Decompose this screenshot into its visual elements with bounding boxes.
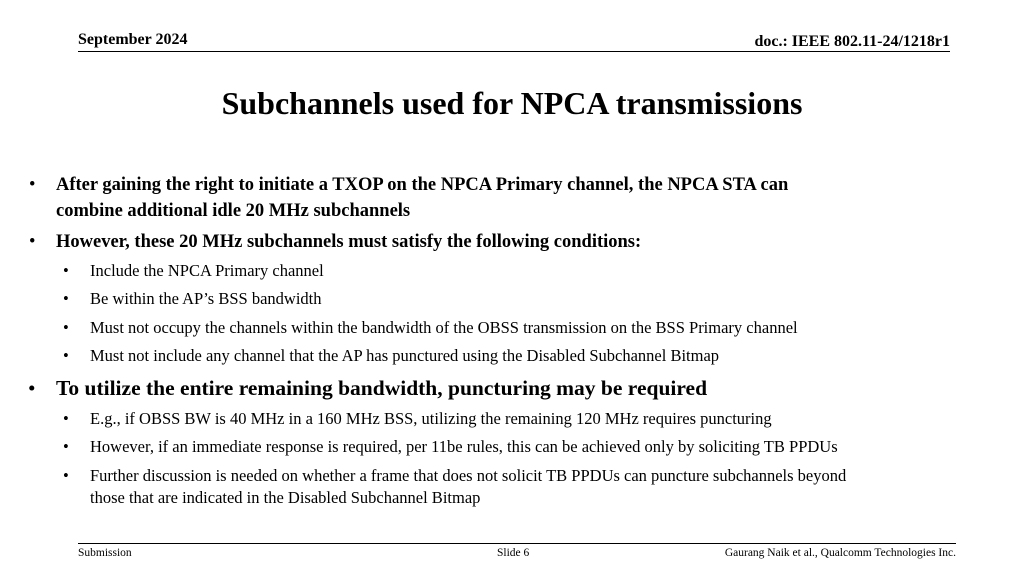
bullet-item [28, 374, 708, 402]
bullet-marker: • [63, 466, 69, 485]
sub-bullet-item [63, 260, 324, 282]
sub-bullet-text: Must not include any channel that the AP has punctured using the Disabled Subchannel Bitmap [90, 346, 720, 365]
slide-title: Subchannels used for NPCA transmissions [221, 85, 803, 121]
sub-bullet-item [63, 408, 772, 430]
footer-submission: Submission [78, 547, 132, 559]
header-divider [78, 51, 950, 52]
bullet-marker: • [63, 346, 69, 365]
bullet-marker: • [63, 289, 69, 308]
bullet-text: After gaining the right to initiate a TXOP on the NPCA Primary channel, the NPCA STA can [56, 175, 789, 195]
bullet-marker: • [63, 409, 69, 428]
bullet-text: However, these 20 MHz subchannels must satisfy the following conditions: [56, 232, 642, 252]
sub-bullet-item [63, 465, 847, 509]
bullet-item [29, 172, 789, 224]
sub-bullet-item [63, 288, 322, 310]
footer-divider [78, 543, 956, 544]
sub-bullet-text: However, if an immediate response is required, per 11be rules, this can be achieved only by soliciting TB PPDUs [90, 437, 838, 456]
bullet-marker: • [63, 437, 69, 456]
footer-slide-number: Slide 6 [497, 547, 530, 559]
sub-bullet-text-continued: those that are indicated in the Disabled Subchannel Bitmap [90, 488, 481, 507]
sub-bullet-item [63, 345, 720, 367]
sub-bullet-item [63, 317, 798, 339]
bullet-marker: • [29, 232, 36, 252]
footer-authors: Gaurang Naik et al., Qualcomm Technologies Inc. [724, 547, 956, 559]
bullet-item [29, 229, 642, 255]
bullet-marker: • [63, 318, 69, 337]
bullet-marker: • [63, 261, 69, 280]
header-date: September 2024 [78, 31, 188, 48]
bullet-marker: • [28, 376, 36, 400]
bullet-text-continued: combine additional idle 20 MHz subchannels [56, 201, 411, 221]
bullet-text: To utilize the entire remaining bandwidth, puncturing may be required [56, 376, 708, 400]
sub-bullet-text: Further discussion is needed on whether a frame that does not solicit TB PPDUs can puncture subchannels beyond [90, 466, 847, 485]
sub-bullet-item [63, 436, 838, 458]
header-doc-number: doc.: IEEE 802.11-24/1218r1 [754, 33, 950, 50]
sub-bullet-text: Be within the AP’s BSS bandwidth [90, 289, 322, 308]
sub-bullet-text: E.g., if OBSS BW is 40 MHz in a 160 MHz BSS, utilizing the remaining 120 MHz requires puncturing [90, 409, 772, 428]
sub-bullet-text: Must not occupy the channels within the bandwidth of the OBSS transmission on the BSS Primary channel [90, 318, 798, 337]
bullet-marker: • [29, 175, 36, 195]
sub-bullet-text: Include the NPCA Primary channel [90, 261, 324, 280]
